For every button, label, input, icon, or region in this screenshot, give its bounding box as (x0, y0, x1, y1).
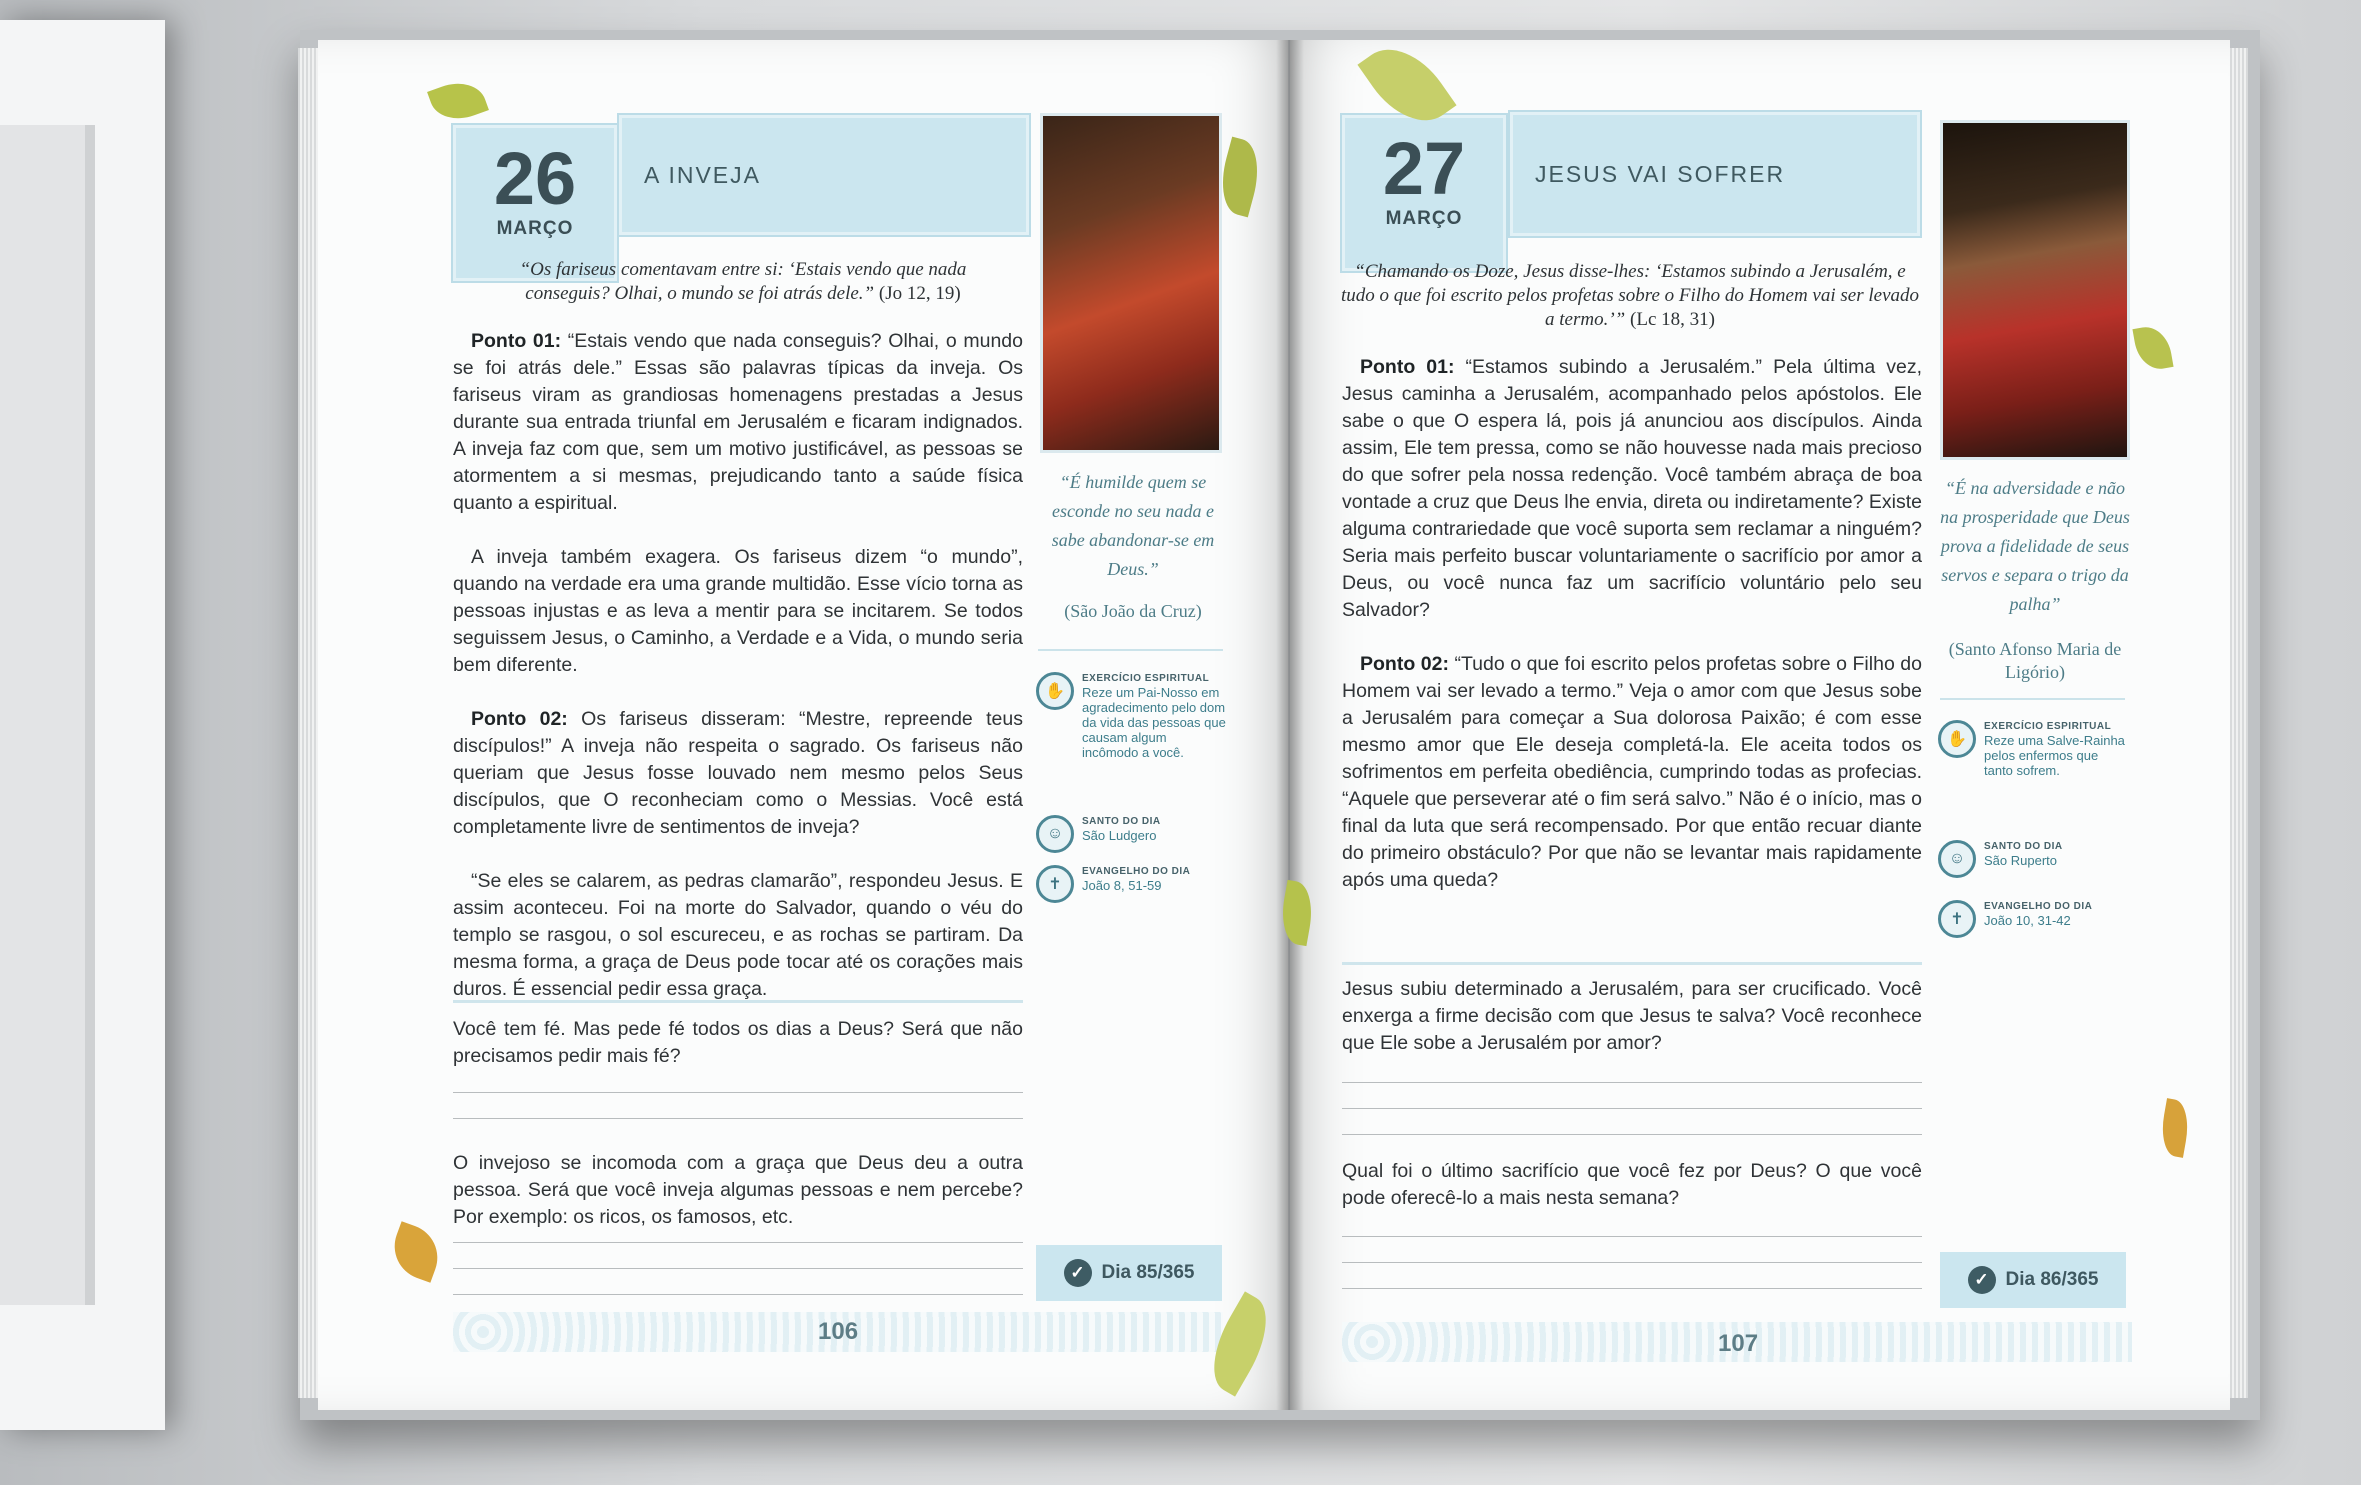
christ-painting-image (1940, 120, 2130, 460)
page-title: A INVEJA (619, 115, 1029, 235)
scripture-quote (1340, 260, 1920, 332)
day-progress-text: Dia 85/365 (1101, 1262, 1195, 1283)
spiritual-exercise (1036, 672, 1226, 760)
quote-text: “Chamando os Doze, Jesus disse-lhes: ‘Estamos subindo a Jerusalém, e tudo o que foi escrito pelos profetas sobre o Filho do Homem vai ser levado a termo.’” (1340, 261, 1919, 330)
point-2-text: Os fariseus disseram: “Mestre, repreende teus discípulos!” A inveja não respeita o sagrado. Os fariseus não queriam que Jesus fosse louvado nem mesmo pelos Seus discípulos, que O reconheciam como o Messias. Você está completamente livre de sentimentos de inveja? (453, 708, 1023, 838)
question-2: Qual foi o último sacrifício que você fez por Deus? O que você pode oferecê-lo a mais nesta semana? (1342, 1160, 1922, 1209)
question-1: Jesus subiu determinado a Jerusalém, para ser crucificado. Você enxerga a firme decisão com que Jesus te salva? Você reconhece que Ele sobe a Jerusalém por amor? (1342, 978, 1922, 1054)
answer-line (453, 1092, 1023, 1093)
answer-line (1342, 1288, 1922, 1289)
paragraph-2: A inveja também exagera. Os fariseus dizem “o mundo”, quando na verdade era uma grande multidão. Esse vício torna as pessoas injustas e as leva a mentir para se incitarem. Se todos seguissem Jesus, o Caminho, a Verdade e a Vida, o mundo seria bem diferente. (453, 546, 1023, 676)
exercise-heading: EXERCÍCIO ESPIRITUAL (1984, 721, 2112, 732)
saint-name: São Ludgero (1082, 828, 1157, 843)
side-quote-author: (Santo Afonso Maria de Ligório) (1948, 639, 2122, 682)
day-progress-badge (1940, 1252, 2126, 1308)
paragraph-4: “Se eles se calarem, as pedras clamarão”, respondeu Jesus. E assim aconteceu. Foi na morte do Salvador, quando o véu do templo se rasgou, o sol escureceu, e as rochas se partiram. Da mesma forma, a graça de Deus pode tocar até os corações mais duros. É essencial pedir essa graça. (453, 870, 1023, 1000)
quote-text: “Os fariseus comentavam entre si: ‘Estais vendo que nada conseguis? Olhai, o mundo se foi atrás dele.” (519, 259, 967, 304)
quote-reference: (Lc 18, 31) (1630, 309, 1715, 330)
page-title: JESUS VAI SOFRER (1510, 112, 1920, 236)
right-page (1290, 40, 2230, 1410)
point-2-label: Ponto 02: (471, 708, 568, 730)
side-quote: “É na adversidade e não na prosperidade que Deus prova a fidelidade de seus servos e separa o trigo da palha” (1940, 478, 2130, 614)
answer-line (453, 1294, 1023, 1295)
saint-heading: SANTO DO DIA (1082, 816, 1161, 827)
bible-icon: ✝ (1938, 900, 1976, 938)
gospel-reference: João 10, 31-42 (1984, 913, 2071, 928)
praying-hands-icon: ✋ (1938, 720, 1976, 758)
saint-name: São Ruperto (1984, 853, 2057, 868)
date-month: MARÇO (496, 218, 574, 239)
date-box (1342, 115, 1506, 271)
divider (453, 1000, 1023, 1003)
exercise-heading: EXERCÍCIO ESPIRITUAL (1082, 673, 1210, 684)
bible-icon: ✝ (1036, 865, 1074, 903)
point-2-label: Ponto 02: (1360, 653, 1449, 675)
divider (1342, 962, 1922, 965)
check-icon: ✓ (1064, 1259, 1092, 1287)
answer-line (1342, 1134, 1922, 1135)
book-spine-shadow (1276, 40, 1304, 1410)
reflection-text (1342, 354, 1922, 921)
side-divider (1038, 649, 1223, 651)
saint-of-day (1036, 815, 1226, 853)
gospel-of-day (1938, 900, 2128, 938)
check-icon: ✓ (1968, 1266, 1996, 1294)
gospel-heading: EVANGELHO DO DIA (1082, 866, 1191, 877)
answer-line (453, 1242, 1023, 1243)
saint-of-day (1938, 840, 2128, 878)
answer-line (1342, 1262, 1922, 1263)
day-progress-text: Dia 86/365 (2005, 1269, 2099, 1290)
spiritual-exercise (1938, 720, 2128, 778)
saint-icon: ☺ (1938, 840, 1976, 878)
saint-painting-image (1040, 113, 1222, 453)
date-day: 26 (493, 137, 577, 220)
scripture-quote (478, 258, 1008, 306)
exercise-text: Reze um Pai-Nosso em agradecimento pelo dom da vida das pessoas que causam algum incômodo a você. (1082, 685, 1226, 760)
day-progress-badge (1036, 1245, 1222, 1301)
answer-line (453, 1118, 1023, 1119)
page-number: 107 (1718, 1330, 1759, 1357)
point-2-text: “Tudo o que foi escrito pelos profetas sobre o Filho do Homem vai ser levado a termo.” Veja o amor com que Jesus sobe a Jerusalém para começar a Sua dolorosa Paixão; é com esse mesmo amor que Ele deseja completá-la. Ele aceita todos os sofrimentos em perfeita obediência, cumprindo todas as profecias. “Aquele que perseverar até o fim será salvo.” Não é o início, mas o final da luta que será recompensado. Por que então recuar diante do primeiro obstáculo? Por que não se levantar mais rapidamente após uma queda? (1342, 653, 1922, 891)
window-frame-inner (0, 125, 95, 1305)
point-1-text: “Estais vendo que nada conseguis? Olhai, o mundo se foi atrás dele.” Essas são palavras típicas da inveja. Os fariseus viram as grandiosas homenagens prestadas a Jesus durante sua entrada triunfal em Jerusalém e ficaram indignados. A inveja faz com que, sem um motivo justificável, as pessoas se atormentem a si mesmas, prejudicando tanto a saúde física quanto a espiritual. (453, 330, 1023, 514)
gospel-of-day (1036, 865, 1226, 903)
answer-line (1342, 1236, 1922, 1237)
side-quote-author: (São João da Cruz) (1064, 601, 1202, 621)
praying-hands-icon: ✋ (1036, 672, 1074, 710)
answer-line (1342, 1108, 1922, 1109)
point-1-label: Ponto 01: (471, 330, 562, 352)
side-quote: “É humilde quem se esconde no seu nada e sabe abandonar-se em Deus.” (1051, 472, 1215, 579)
question-1: Você tem fé. Mas pede fé todos os dias a Deus? Será que não precisamos pedir mais fé? (453, 1018, 1023, 1067)
quote-reference: (Jo 12, 19) (878, 283, 961, 304)
window-frame (0, 20, 165, 1430)
question-2: O invejoso se incomoda com a graça que Deus deu a outra pessoa. Será que você inveja algumas pessoas e nem percebe? Por exemplo: os ricos, os famosos, etc. (453, 1152, 1023, 1228)
page-number: 106 (818, 1318, 859, 1345)
left-page (318, 40, 1288, 1410)
reflection-text (453, 328, 1023, 1030)
point-1-text: “Estamos subindo a Jerusalém.” Pela última vez, Jesus caminha a Jerusalém, acompanhado pelos apóstolos. Ele sabe o que O espera lá, pois já anunciou aos discípulos. Ainda assim, Ele tem pressa, como se não houvesse nada mais precioso do que sofrer pela nossa redenção. Você também abraça de boa vontade a cruz que Deus lhe envia, direta ou indiretamente? Existe alguma contrariedade que você suporta sem reclamar a ninguém? Seria mais perfeito buscar voluntariamente o sacrifício por amor a Deus, ou você nunca faz um sacrifício voluntário pelo seu Salvador? (1342, 356, 1922, 621)
point-1-label: Ponto 01: (1360, 356, 1455, 378)
answer-line (453, 1268, 1023, 1269)
date-day: 27 (1382, 127, 1466, 210)
saint-heading: SANTO DO DIA (1984, 841, 2063, 852)
date-month: MARÇO (1385, 208, 1463, 229)
gospel-reference: João 8, 51-59 (1082, 878, 1162, 893)
side-divider (1940, 698, 2125, 700)
answer-line (1342, 1082, 1922, 1083)
gospel-heading: EVANGELHO DO DIA (1984, 901, 2093, 912)
saint-icon: ☺ (1036, 815, 1074, 853)
exercise-text: Reze uma Salve-Rainha pelos enfermos que tanto sofrem. (1984, 733, 2125, 778)
